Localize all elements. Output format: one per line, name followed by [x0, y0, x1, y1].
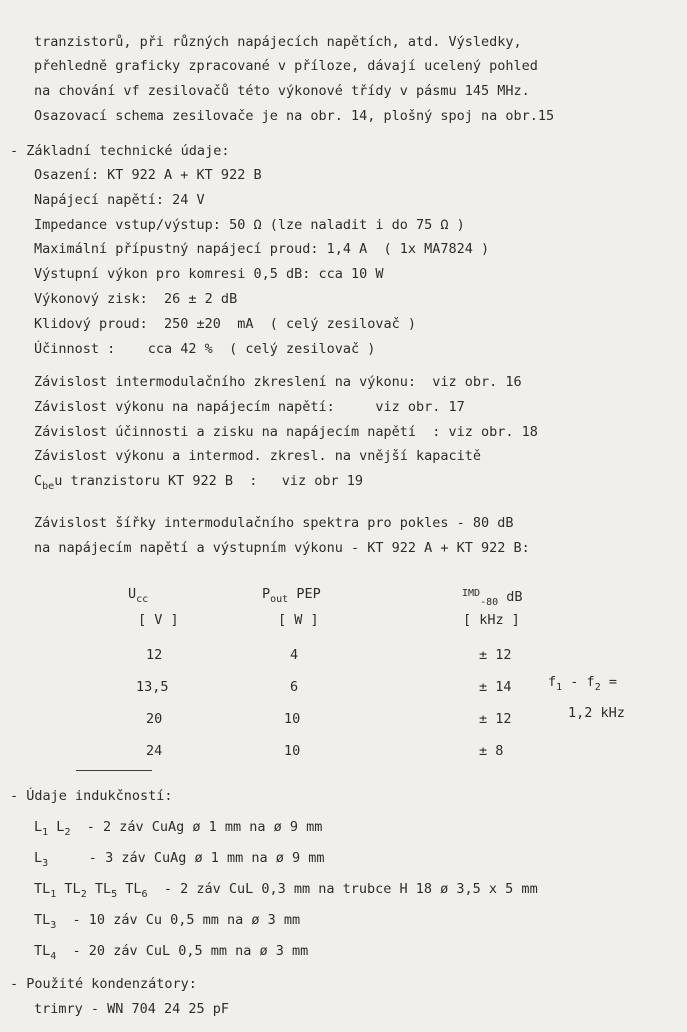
tl-spec: - 2 záv CuL 0,3 mm na trubce H 18 ø 3,5 x 5 mm [147, 881, 538, 897]
table-row-pout: 4 [290, 647, 299, 663]
tech-line: Výkonový zisk: 26 ± 2 dB [34, 291, 238, 307]
capacitors-heading: - Použité kondenzátory: [10, 976, 197, 992]
table-row-pout: 10 [284, 711, 301, 727]
header-pout-tail: PEP [288, 586, 321, 602]
tl3-symbol: TL [34, 912, 51, 928]
table-row-pout: 6 [290, 679, 299, 695]
tech-line: Účinnost : cca 42 % ( celý zesilovač ) [34, 341, 376, 357]
tl5-symbol: TL [86, 881, 112, 897]
table-row-imd: ± 12 [479, 711, 512, 727]
l1-symbol: L [34, 819, 43, 835]
tl6-symbol: TL [117, 881, 142, 897]
header-ucc [128, 585, 148, 609]
header-imd [462, 585, 523, 612]
inductance-line-tl [34, 880, 538, 904]
tl4-spec: - 20 záv CuL 0,5 mm na ø 3 mm [56, 943, 309, 959]
tech-line: Maximální přípustný napájecí proud: 1,4 A ( 1x MA7824 ) [34, 241, 490, 257]
header-imd-sub: -80 [480, 597, 499, 608]
dependency-line: Závislost intermodulačního zkreslení na výkonu: viz obr. 16 [34, 374, 522, 390]
table-row-imd: ± 14 [479, 679, 512, 695]
l3-symbol: L [34, 850, 43, 866]
inductance-line-tl3 [34, 911, 300, 935]
table-row-ucc: 20 [146, 711, 163, 727]
l3-spec: - 3 záv CuAg ø 1 mm na ø 9 mm [48, 850, 325, 866]
frequency-note-value: 1,2 kHz [568, 705, 625, 721]
tl1-sub: 1 [50, 889, 57, 900]
note-f2-sub: 2 [594, 682, 601, 693]
tl3-spec: - 10 záv Cu 0,5 mm na ø 3 mm [56, 912, 301, 928]
note-minus-f2: - f [562, 674, 595, 690]
intro-line-2: přehledně graficky zpracované v příloze, dávají ucelený pohled [34, 58, 538, 74]
header-ucc-sub: cc [136, 594, 149, 605]
spectrum-line: na napájecím napětí a výstupním výkonu - KT 922 A + KT 922 B: [34, 540, 530, 556]
cbe-subscript: be [42, 481, 55, 492]
dependency-text: u tranzistoru KT 922 B : viz obr 19 [54, 473, 364, 489]
table-row-ucc: 13,5 [136, 679, 169, 695]
tech-heading: - Základní technické údaje: [10, 143, 230, 159]
header-imd-sup: IMD [462, 588, 481, 599]
spectrum-line: Závislost šířky intermodulačního spektra pro pokles - 80 dB [34, 515, 514, 531]
tech-line: Impedance vstup/výstup: 50 Ω (lze naladit i do 75 Ω ) [34, 217, 465, 233]
table-row-ucc: 24 [146, 743, 163, 759]
note-f1-sub: 1 [556, 682, 563, 693]
unit-ucc: [ V ] [138, 612, 179, 628]
tl2-sub: 2 [80, 889, 87, 900]
note-equals: = [600, 674, 617, 690]
dependency-line: Závislost účinnosti a zisku na napájecím napětí : viz obr. 18 [34, 424, 538, 440]
table-row-imd: ± 12 [479, 647, 512, 663]
inductance-line-l3 [34, 849, 325, 873]
tech-line: Osazení: KT 922 A + KT 922 B [34, 167, 262, 183]
l2-symbol: L [48, 819, 65, 835]
intro-line-4: Osazovací schema zesilovače je na obr. 14, plošný spoj na obr.15 [34, 108, 555, 124]
dependency-line: Závislost výkonu a intermod. zkresl. na vnější kapacitě [34, 448, 482, 464]
dependency-line-cbe [34, 472, 363, 496]
l2-sub: 2 [64, 827, 71, 838]
header-pout-sub: out [270, 594, 289, 605]
cbe-symbol: C [34, 473, 43, 489]
frequency-note [548, 673, 617, 697]
header-pout [262, 585, 321, 609]
unit-imd: [ kHz ] [463, 612, 520, 628]
tl1-symbol: TL [34, 881, 51, 897]
tl4-sub: 4 [50, 951, 57, 962]
table-row-pout: 10 [284, 743, 301, 759]
l1-l2-spec: - 2 záv CuAg ø 1 mm na ø 9 mm [70, 819, 323, 835]
tech-line: Napájecí napětí: 24 V [34, 192, 205, 208]
capacitors-line: trimry - WN 704 24 25 pF [34, 1001, 230, 1017]
tl5-sub: 5 [111, 889, 118, 900]
table-divider [76, 770, 152, 771]
table-row-imd: ± 8 [479, 743, 504, 759]
note-f1: f [548, 674, 557, 690]
unit-pout: [ W ] [278, 612, 319, 628]
dependency-line: Závislost výkonu na napájecím napětí: viz obr. 17 [34, 399, 465, 415]
header-imd-tail: dB [498, 589, 523, 605]
tech-line: Výstupní výkon pro komresi 0,5 dB: cca 10 W [34, 266, 384, 282]
inductance-line-tl4 [34, 942, 308, 966]
tl4-symbol: TL [34, 943, 51, 959]
table-row-ucc: 12 [146, 647, 163, 663]
header-ucc-main: U [128, 586, 137, 602]
tl3-sub: 3 [50, 920, 57, 931]
header-pout-main: P [262, 586, 271, 602]
tech-line: Klidový proud: 250 ±20 mA ( celý zesilovač ) [34, 316, 417, 332]
inductance-line-l1-l2 [34, 818, 322, 842]
tl6-sub: 6 [141, 889, 148, 900]
inductance-heading: - Údaje indukčností: [10, 788, 173, 804]
tl2-symbol: TL [56, 881, 81, 897]
intro-line-1: tranzistorů, při různých napájecích napětích, atd. Výsledky, [34, 34, 522, 50]
l1-sub: 1 [42, 827, 49, 838]
l3-sub: 3 [42, 858, 49, 869]
intro-line-3: na chování vf zesilovačů této výkonové třídy v pásmu 145 MHz. [34, 83, 530, 99]
